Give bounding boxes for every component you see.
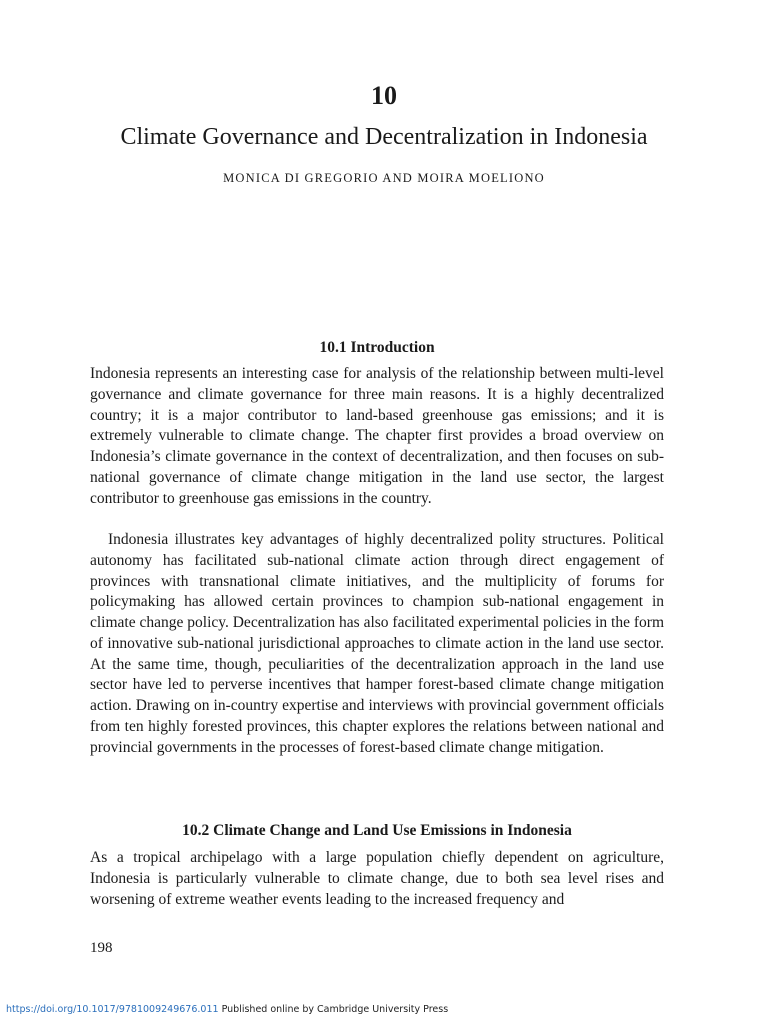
paragraph: As a tropical archipelago with a large population chiefly dependent on agriculture, Indonesia is particularly vulnerable to climate change, due to both sea level rises and worsening of extreme weather events leading to the increased frequency and bbox=[90, 849, 664, 908]
publisher-footer bbox=[6, 1003, 448, 1017]
paragraph: Indonesia illustrates key advantages of highly decentralized polity structures. Political autonomy has facilitated sub-national climate action through direct engagement of provinces with transnational climate initiatives, and the multiplicity of forums for policymaking has allowed certain provinces to champion sub-national engagement in climate change policy. Decentralization has also facilitated experimental policies in the form of innovative sub-national jurisdictional approaches to climate action in the land use sector. At the same time, though, peculiarities of the decentralization approach in the land use sector have led to perverse incentives that hamper forest-based climate change mitigation action. Drawing on in-country expertise and interviews with provincial government officials from ten highly forested provinces, this chapter explores the relations between national and provincial governments in the processes of forest-based climate change mitigation. bbox=[90, 531, 664, 756]
paragraph: Indonesia represents an interesting case for analysis of the relationship between multi-level governance and climate governance for three main reasons. It is a highly decentralized country; it is a major contributor to land-based greenhouse gas emissions; and it is extremely vulnerable to climate change. The chapter first provides a broad overview on Indonesia’s climate governance in the context of decentralization, and then focuses on sub-national governance of climate change mitigation in the land use sector, the largest contributor to greenhouse gas emissions in the country. bbox=[90, 365, 664, 507]
chapter-number: 10 bbox=[371, 81, 397, 110]
doi-link[interactable]: https://doi.org/10.1017/9781009249676.011 bbox=[6, 1004, 219, 1015]
page-number: 198 bbox=[90, 940, 113, 956]
section-heading-land-use-emissions: 10.2 Climate Change and Land Use Emissions in Indonesia bbox=[182, 822, 572, 839]
chapter-authors: MONICA DI GREGORIO AND MOIRA MOELIONO bbox=[223, 171, 545, 185]
published-online-text: Published online by Cambridge University Press bbox=[218, 1004, 449, 1015]
chapter-title: Climate Governance and Decentralization in Indonesia bbox=[120, 124, 648, 150]
section-heading-introduction: 10.1 Introduction bbox=[319, 339, 435, 356]
